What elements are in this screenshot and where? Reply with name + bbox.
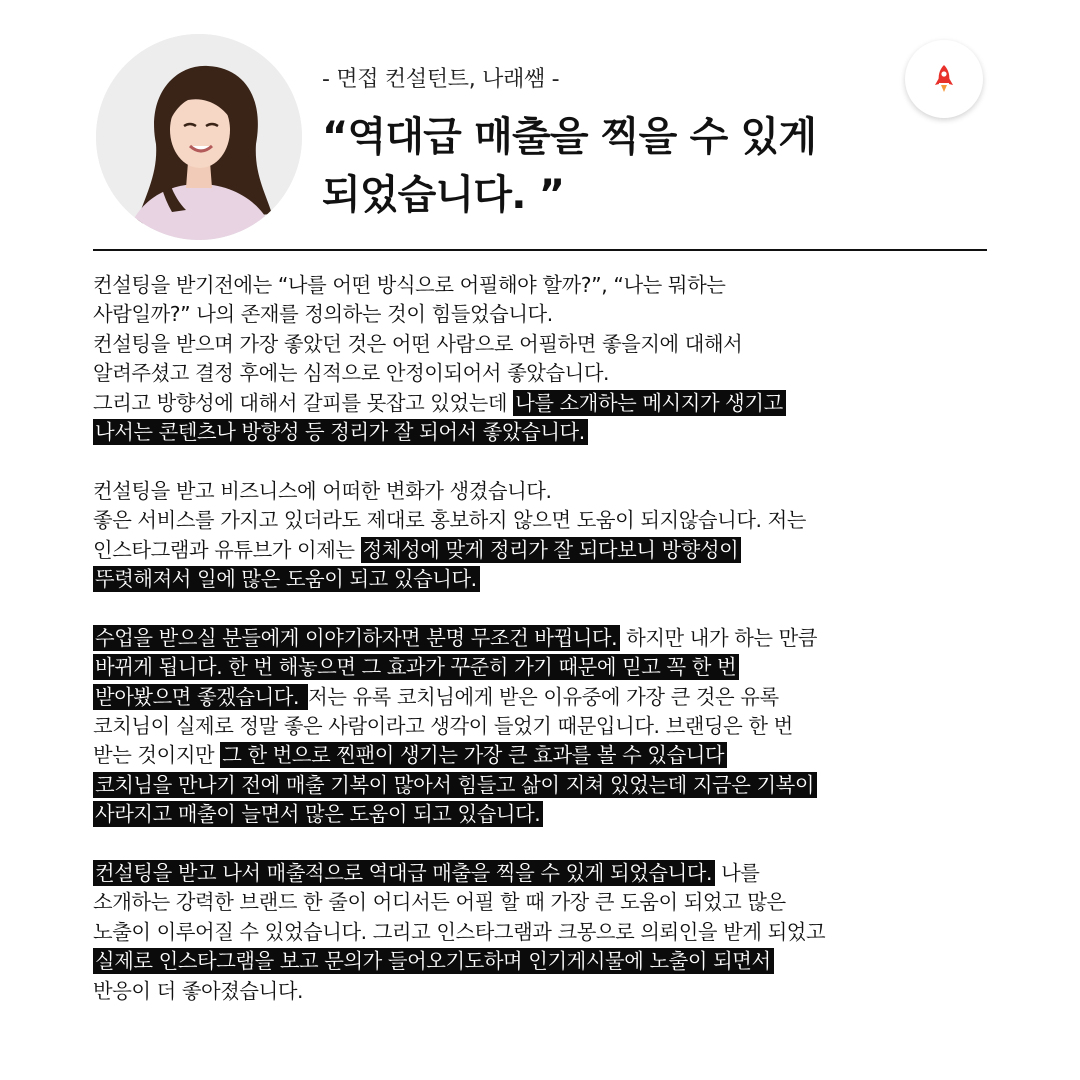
highlighted-text: 사라지고 매출이 늘면서 많은 도움이 되고 있습니다. bbox=[93, 801, 543, 827]
body-text-segment: 반응이 더 좋아졌습니다. bbox=[93, 978, 304, 1003]
text-line bbox=[93, 918, 1033, 947]
testimonial-paragraph bbox=[93, 271, 1033, 447]
text-line bbox=[93, 800, 1033, 829]
body-text-segment: 알려주셨고 결정 후에는 심적으로 안정이되어서 좋았습니다. bbox=[93, 361, 610, 386]
body-text-segment: 사람일까?” 나의 존재를 정의하는 것이 힘들었습니다. bbox=[93, 302, 553, 327]
body-text-segment: 소개하는 강력한 브랜드 한 줄이 어디서든 어필 할 때 가장 큰 도움이 되었고 많은 bbox=[93, 890, 786, 915]
body-text-segment: 받는 것이지만 bbox=[93, 743, 221, 768]
text-line bbox=[93, 536, 1033, 565]
headline-line: 되었습니다. ” bbox=[322, 172, 565, 218]
body-text-segment: 나를 bbox=[715, 861, 760, 886]
text-line bbox=[93, 418, 1033, 447]
text-line bbox=[93, 271, 1033, 300]
body-text-segment: 컨설팅을 받기전에는 “나를 어떤 방식으로 어필해야 할까?”, “나는 뭐하는 bbox=[93, 273, 726, 297]
highlighted-text: 정체성에 맞게 정리가 잘 되다보니 방향성이 bbox=[361, 537, 742, 563]
testimonial-headline bbox=[322, 108, 922, 224]
highlighted-text: 받아봤으면 좋겠습니다. bbox=[93, 684, 308, 710]
body-text-segment: 코치님이 실제로 정말 좋은 사람이라고 생각이 들었기 때문입니다. 브랜딩은 한 번 bbox=[93, 714, 793, 739]
text-line bbox=[93, 977, 1033, 1006]
highlighted-text: 바뀌게 됩니다. 한 번 해놓으면 그 효과가 꾸준히 가기 때문에 믿고 꼭 한 번 bbox=[93, 654, 739, 680]
text-line bbox=[93, 859, 1033, 888]
highlighted-text: 컨설팅을 받고 나서 매출적으로 역대급 매출을 찍을 수 있게 되었습니다. bbox=[93, 860, 715, 886]
body-text-segment: 컨설팅을 받으며 가장 좋았던 것은 어떤 사람으로 어필하면 좋을지에 대해서 bbox=[93, 331, 743, 356]
avatar bbox=[96, 34, 302, 240]
highlighted-text: 실제로 인스타그램을 보고 문의가 들어오기도하며 인기게시물에 노출이 되면서 bbox=[93, 948, 774, 974]
testimonial-paragraph bbox=[93, 859, 1033, 1006]
avatar-photo bbox=[96, 34, 302, 240]
body-text-segment: 인스타그램과 유튜브가 이제는 bbox=[93, 537, 361, 562]
body-text-segment: 그리고 방향성에 대해서 갈피를 못잡고 있었는데 bbox=[93, 390, 514, 415]
text-line bbox=[93, 771, 1033, 800]
body-text-segment: 하지만 내가 하는 만큼 bbox=[620, 625, 818, 650]
header-divider bbox=[93, 249, 987, 251]
highlighted-text: 그 한 번으로 찐팬이 생기는 가장 큰 효과를 볼 수 있습니다 bbox=[220, 742, 727, 768]
text-line bbox=[93, 300, 1033, 329]
highlighted-text: 수업을 받으실 분들에게 이야기하자면 분명 무조건 바뀝니다. bbox=[93, 625, 620, 651]
body-text-segment: 노출이 이루어질 수 있었습니다. 그리고 인스타그램과 크몽으로 의뢰인을 받게 되었고 bbox=[93, 919, 826, 944]
text-line bbox=[93, 330, 1033, 359]
rocket-icon bbox=[927, 62, 961, 96]
highlighted-text: 나를 소개하는 메시지가 생기고 bbox=[513, 390, 786, 416]
testimonial-paragraph bbox=[93, 624, 1033, 830]
text-line bbox=[93, 477, 1033, 506]
text-line bbox=[93, 565, 1033, 594]
text-line bbox=[93, 712, 1033, 741]
body-text-segment: 저는 유록 코치님에게 받은 이유중에 가장 큰 것은 유록 bbox=[308, 684, 779, 709]
consultant-subtitle: - 면접 컨설턴트, 나래쌤 - bbox=[322, 67, 560, 92]
text-line bbox=[93, 506, 1033, 535]
text-line bbox=[93, 741, 1033, 770]
body-text-segment: 컨설팅을 받고 비즈니스에 어떠한 변화가 생겼습니다. bbox=[93, 478, 552, 503]
highlighted-text: 코치님을 만나기 전에 매출 기복이 많아서 힘들고 삶이 지쳐 있었는데 지금은 기복이 bbox=[93, 772, 817, 798]
highlighted-text: 나서는 콘텐츠나 방향성 등 정리가 잘 되어서 좋았습니다. bbox=[93, 419, 588, 445]
text-line bbox=[93, 947, 1033, 976]
highlighted-text: 뚜렷해져서 일에 많은 도움이 되고 있습니다. bbox=[93, 566, 480, 592]
text-line bbox=[93, 653, 1033, 682]
text-line bbox=[93, 888, 1033, 917]
text-line bbox=[93, 389, 1033, 418]
headline-line: “역대급 매출을 찍을 수 있게 bbox=[322, 114, 817, 160]
rocket-button[interactable] bbox=[905, 40, 983, 118]
text-line bbox=[93, 624, 1033, 653]
body-text-segment: 좋은 서비스를 가지고 있더라도 제대로 홍보하지 않으면 도움이 되지않습니다. 저는 bbox=[93, 508, 806, 533]
text-line bbox=[93, 683, 1033, 712]
text-line bbox=[93, 359, 1033, 388]
testimonial-body bbox=[93, 271, 1033, 1006]
testimonial-paragraph bbox=[93, 477, 1033, 595]
